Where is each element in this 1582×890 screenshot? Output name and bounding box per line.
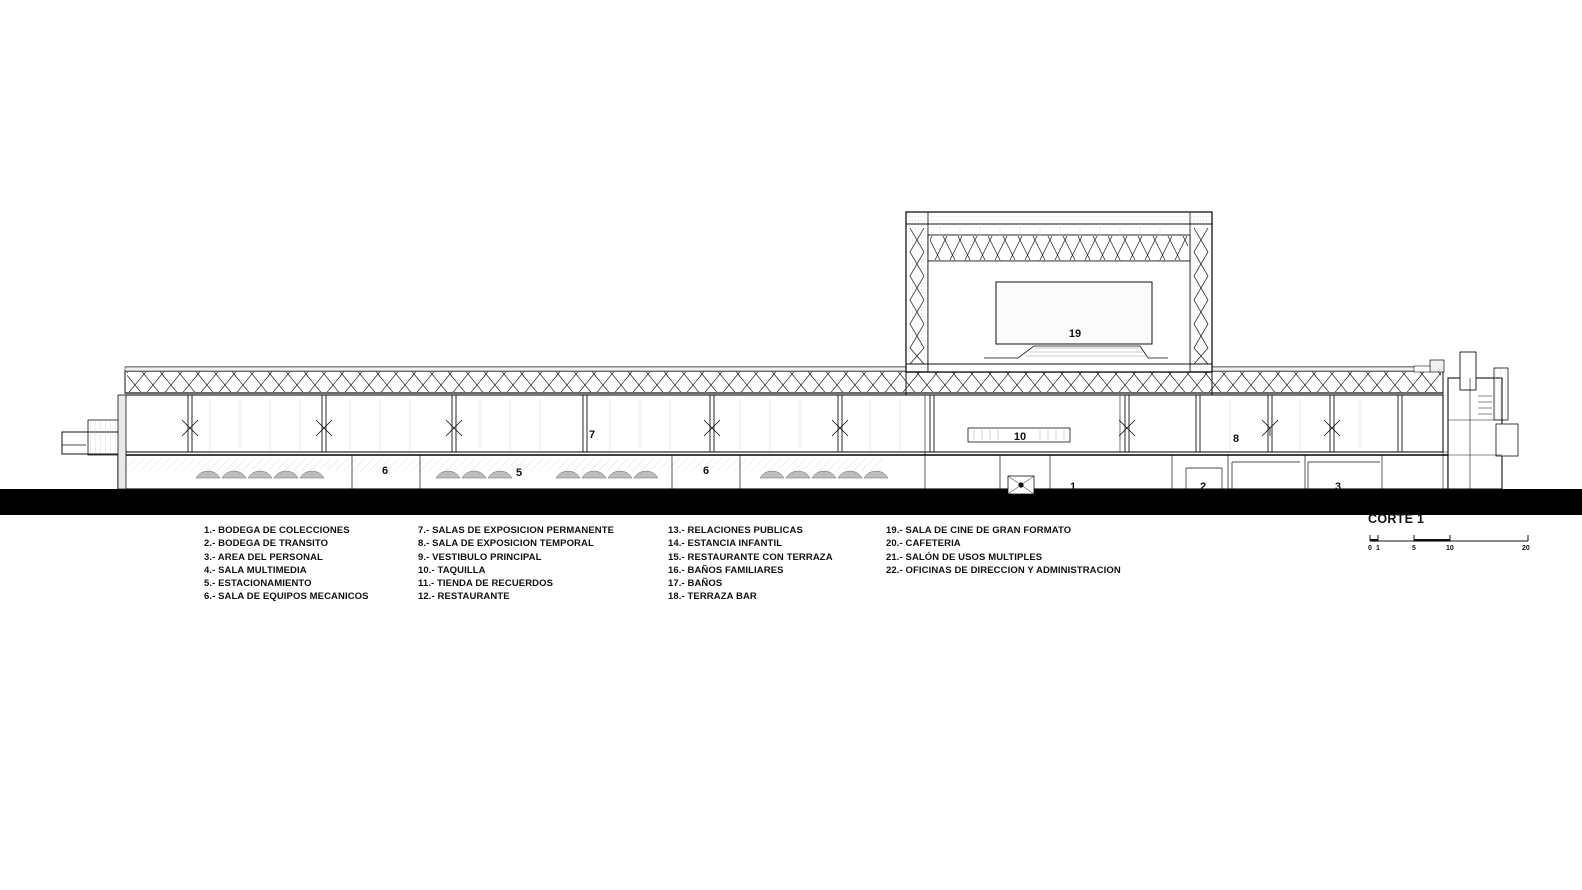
room-tag-19: 19 — [1068, 328, 1082, 340]
legend-item: 22.- OFICINAS DE DIRECCION Y ADMINISTRACION — [886, 564, 1121, 576]
title-block — [1368, 512, 1548, 554]
room-tag-5: 5 — [515, 467, 523, 479]
legend-item: 5.- ESTACIONAMIENTO — [204, 578, 312, 590]
scale-tick-20: 20 — [1522, 545, 1530, 552]
scale-tick-5: 5 — [1412, 545, 1416, 552]
scale-bar — [1368, 532, 1530, 554]
exhibition-level-outline — [125, 395, 1443, 452]
legend-item: 8.- SALA DE EXPOSICION TEMPORAL — [418, 538, 594, 550]
room-tag-7: 7 — [588, 429, 596, 441]
legend-column-3 — [668, 524, 833, 604]
legend-item: 1.- BODEGA DE COLECCIONES — [204, 525, 350, 536]
legend-item: 16.- BAÑOS FAMILIARES — [668, 564, 784, 576]
scale-tick-10: 10 — [1446, 545, 1454, 552]
scale-tick-1: 1 — [1376, 545, 1380, 552]
legend-item: 4.- SALA MULTIMEDIA — [204, 564, 307, 576]
basement-hatch — [122, 458, 882, 471]
legend-column-2 — [418, 524, 614, 604]
room-tag-2: 2 — [1199, 481, 1207, 493]
legend-item: 6.- SALA DE EQUIPOS MECANICOS — [204, 591, 369, 603]
legend-item: 3.- AREA DEL PERSONAL — [204, 551, 323, 563]
room-tag-6-left: 6 — [381, 465, 389, 477]
legend-item: 13.- RELACIONES PUBLICAS — [668, 525, 803, 536]
legend-item: 18.- TERRAZA BAR — [668, 591, 757, 603]
legend-column-1 — [204, 524, 369, 604]
room-legend — [0, 524, 1582, 619]
scale-tick-0: 0 — [1368, 545, 1372, 552]
legend-item: 21.- SALÓN DE USOS MULTIPLES — [886, 551, 1043, 563]
room-tag-10: 10 — [1013, 431, 1027, 443]
page-title: CORTE 1 — [1368, 512, 1425, 526]
legend-item: 19.- SALA DE CINE DE GRAN FORMATO — [886, 525, 1072, 536]
legend-item: 11.- TIENDA DE RECUERDOS — [418, 578, 554, 590]
room-tag-8: 8 — [1232, 433, 1240, 445]
legend-item: 10.- TAQUILLA — [418, 564, 486, 576]
legend-item: 14.- ESTANCIA INFANTIL — [668, 538, 783, 550]
legend-item: 9.- VESTIBULO PRINCIPAL — [418, 551, 542, 563]
section-geometry — [0, 212, 1582, 515]
legend-column-4 — [886, 524, 1121, 577]
ground-fill — [0, 489, 1582, 515]
legend-item: 2.- BODEGA DE TRANSITO — [204, 538, 329, 550]
room-tag-6-right: 6 — [702, 465, 710, 477]
legend-item: 20.- CAFETERIA — [886, 538, 961, 550]
legend-item: 7.- SALAS DE EXPOSICION PERMANENTE — [418, 525, 615, 536]
roof-truss-webbing — [127, 372, 1441, 392]
room-tag-3: 3 — [1334, 481, 1342, 493]
legend-item: 12.- RESTAURANTE — [418, 591, 510, 603]
legend-item: 15.- RESTAURANTE CON TERRAZA — [668, 551, 833, 563]
legend-item: 17.- BAÑOS — [668, 578, 723, 590]
room-tag-1: 1 — [1069, 481, 1077, 493]
